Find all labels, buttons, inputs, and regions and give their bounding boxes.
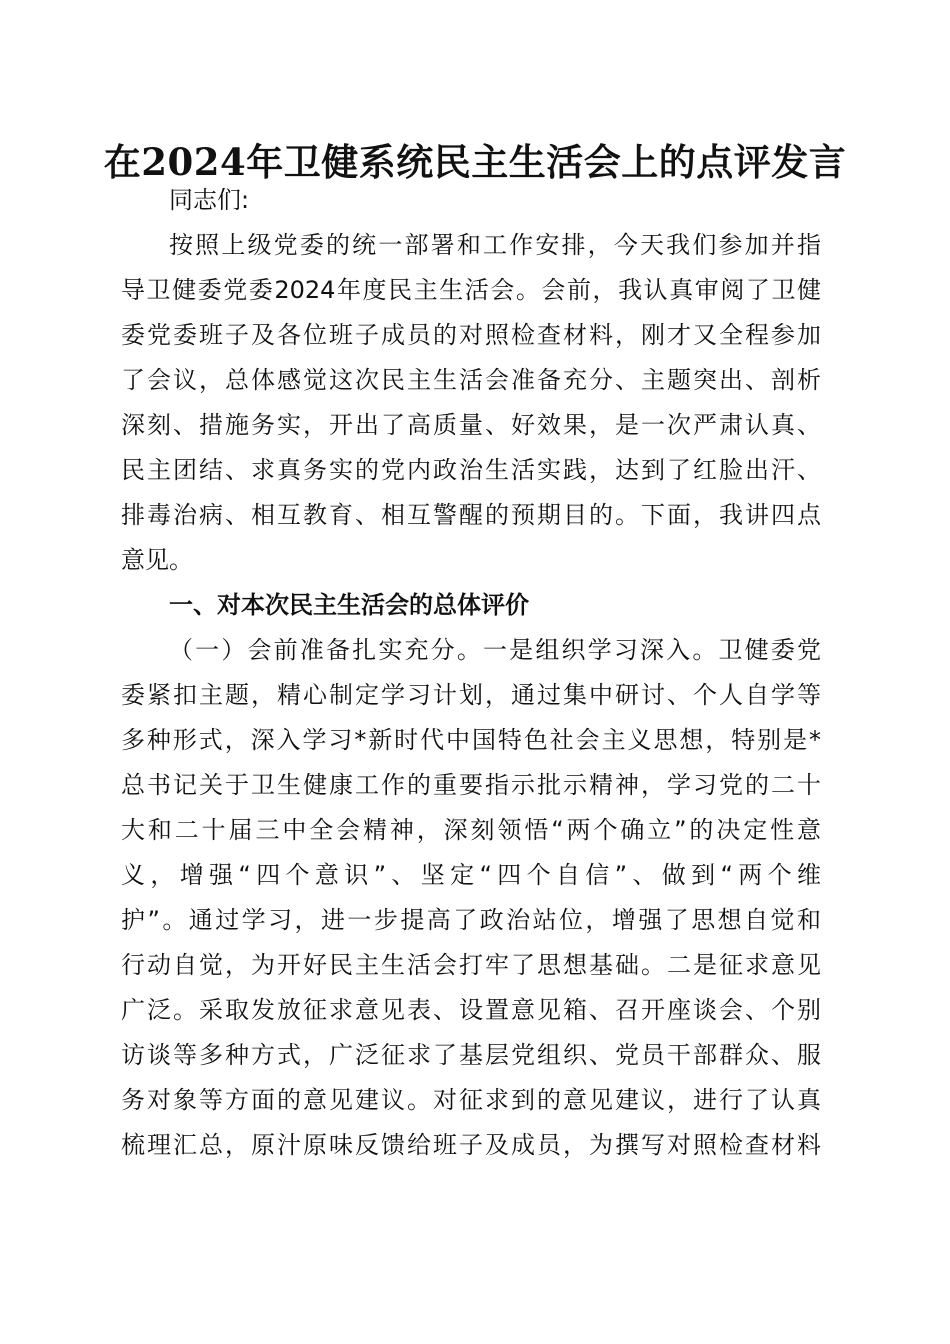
paragraph-line: 行动自觉，为开好民主生活会打牢了思想基础。二是征求意见 bbox=[121, 951, 821, 979]
paragraph-line: 义，增强“四个意识”、坚定“四个自信”、做到“两个维 bbox=[121, 861, 821, 889]
paragraph-line: 按照上级党委的统一部署和工作安排，今天我们参加并指 bbox=[169, 231, 821, 259]
salutation-line: 同志们: bbox=[169, 186, 250, 214]
paragraph-line: 委紧扣主题，精心制定学习计划，通过集中研讨、个人自学等 bbox=[121, 681, 821, 709]
document-body bbox=[121, 178, 821, 1168]
paragraph-line: 广泛。采取发放征求意见表、设置意见箱、召开座谈会、个别 bbox=[121, 996, 821, 1024]
document-title: 在2024年卫健系统民主生活会上的点评发言 bbox=[103, 140, 847, 184]
paragraph-line: 委党委班子及各位班子成员的对照检查材料，刚才又全程参加 bbox=[121, 321, 821, 349]
paragraph-line: 了会议，总体感觉这次民主生活会准备充分、主题突出、剖析 bbox=[121, 366, 821, 394]
paragraph-line: 务对象等方面的意见建议。对征求到的意见建议，进行了认真 bbox=[121, 1086, 821, 1114]
paragraph-line: 导卫健委党委2024年度民主生活会。会前，我认真审阅了卫健 bbox=[121, 276, 821, 304]
section-heading: 一、对本次民主生活会的总体评价 bbox=[169, 591, 529, 619]
paragraph-line: 排毒治病、相互教育、相互警醒的预期目的。下面，我讲四点 bbox=[121, 501, 821, 529]
paragraph-line: （一）会前准备扎实充分。一是组织学习深入。卫健委党 bbox=[169, 636, 821, 664]
paragraph-line: 意见。 bbox=[121, 546, 193, 574]
paragraph-line: 多种形式，深入学习*新时代中国特色社会主义思想，特别是* bbox=[121, 726, 821, 754]
paragraph-line: 护”。通过学习，进一步提高了政治站位，增强了思想自觉和 bbox=[121, 906, 821, 934]
paragraph-line: 深刻、措施务实，开出了高质量、好效果，是一次严肃认真、 bbox=[121, 411, 821, 439]
paragraph-line: 总书记关于卫生健康工作的重要指示批示精神，学习党的二十 bbox=[121, 771, 821, 799]
paragraph-line: 梳理汇总，原汁原味反馈给班子及成员，为撰写对照检查材料 bbox=[121, 1131, 821, 1159]
paragraph-line: 大和二十届三中全会精神，深刻领悟“两个确立”的决定性意 bbox=[121, 816, 821, 844]
paragraph-line: 访谈等多种方式，广泛征求了基层党组织、党员干部群众、服 bbox=[121, 1041, 821, 1069]
paragraph-line: 民主团结、求真务实的党内政治生活实践，达到了红脸出汗、 bbox=[121, 456, 821, 484]
